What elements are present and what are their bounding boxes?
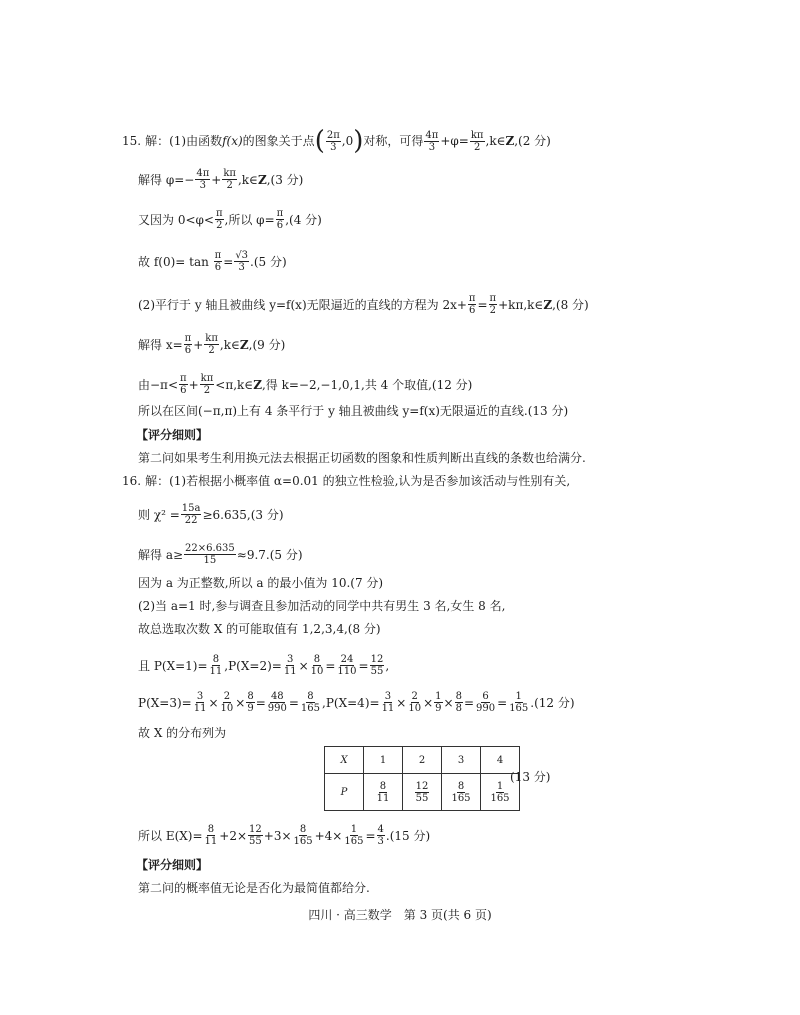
- q15-line-8: 所以在区间(−π,π)上有 4 条平行于 y 轴且被曲线 y=f(x)无限逼近的直线.(13 分): [138, 404, 569, 418]
- q15-rubric-text: 第二问如果考生利用换元法去根据正切函数的图象和性质判断出直线的条数也给满分.: [138, 451, 586, 465]
- q15-line-7: 由−π< π 6 + $\frac{k\pi}{2}$ <π,k∈ Z ,得 k=−2,−1,0,1,共 4 个取值,(12 分): [138, 373, 473, 396]
- table-cell: $\frac{8}{11}$: [364, 774, 403, 811]
- q16-line-1: 16. 解：(1)若根据小概率值 α=0.01 的独立性检验,认为是否参加该活动与性别有关,: [122, 474, 571, 488]
- q16-line-5: (2)当 a=1 时,参与调查且参加活动的同学中共有男生 3 名,女生 8 名,: [138, 599, 506, 613]
- table-cell: $\frac{1}{165}$: [481, 774, 520, 811]
- q15-line-1: 15. 解：(1)由函数 f(x) 的图象关于点 ( 2π 3 ,0 ) 对称，可得 4π 3 +φ= $\frac{k\pi}{2}$ ,k∈ Z ,(2 分): [122, 126, 551, 156]
- table-cell: $\frac{8}{165}$: [442, 774, 481, 811]
- q16-line-4: 因为 a 为正整数,所以 a 的最小值为 10.(7 分): [138, 576, 384, 590]
- table-row: [325, 774, 520, 811]
- table-score-note: (13 分): [510, 770, 551, 784]
- table-cell: 3: [442, 747, 481, 774]
- table-cell: X: [325, 747, 364, 774]
- page-footer: 四川 · 高三数学 第 3 页(共 6 页): [308, 908, 492, 922]
- q16-line-9: 故 X 的分布列为: [138, 726, 227, 740]
- q15-number: 15.: [122, 134, 142, 148]
- q15-line-2: 解得 φ=− $\frac{4\pi}{3}$ + $\frac{k\pi}{2}$ ,k∈ Z ,(3 分): [138, 168, 304, 191]
- table-cell: 2: [403, 747, 442, 774]
- q16-line-6: 故总选取次数 X 的可能取值有 1,2,3,4,(8 分): [138, 622, 381, 636]
- q15-line-5: (2)平行于 y 轴且被曲线 y=f(x)无限逼近的直线的方程为 2x+ $\frac{\pi}{6}$ = $\frac{\pi}{2}$ +kπ,k∈ Z ,(8 分): [138, 293, 589, 316]
- q15-line-4: 故 f(0)= tan $\frac{\pi}{6}$ = $\frac{√3}{3}$ .(5 分): [138, 250, 287, 273]
- q16-rubric-title: 【评分细则】: [136, 858, 209, 872]
- q16-line-10: 所以 E(X)= $\frac{8}{11}$ +2× $\frac{12}{55}$ +3× $\frac{8}{165}$ +4× $\frac{1}{165}$ = $\frac{4}{3}$ .(15 分): [138, 824, 431, 847]
- q16-rubric-text: 第二问的概率值无论是否化为最简值都给分.: [138, 881, 370, 895]
- q15-line-3: 又因为 0<φ< π 2 ,所以 φ= $\frac{\pi}{6}$ ,(4 分): [138, 208, 322, 231]
- table-cell: 1: [364, 747, 403, 774]
- q16-line-8: P(X=3)= $\frac{3}{11}$ × 2 10 × 8 9 = $\frac{48}{990}$ = $\frac{8}{165}$ ,P(X=4)= $\frac{3}{11}$ × 2 10 × 1 9 × 8 8 = 6 990 = 1 165 .(12 分): [138, 691, 575, 714]
- q16-line-2: 则 χ² = $\frac{15a}{22}$ ≥6.635,(3 分): [138, 503, 284, 526]
- table-cell: 4: [481, 747, 520, 774]
- q16-number: 16.: [122, 474, 142, 488]
- q16-line-7: 且 P(X=1)= $\frac{8}{11}$ ,P(X=2)= $\frac{3}{11}$ × 8 10 = 24 110 = 12 55 ,: [138, 654, 390, 677]
- q16-line-3: 解得 a≥ $\frac{22\times 6.635}{15}$ ≈9.7.(5 分): [138, 543, 303, 566]
- table-cell: P: [325, 774, 364, 811]
- table-row: [325, 747, 520, 774]
- q15-rubric-title: 【评分细则】: [136, 428, 209, 442]
- distribution-table: [324, 746, 520, 811]
- q15-line-6: 解得 x= $\frac{\pi}{6}$ + $\frac{k\pi}{2}$ ,k∈ Z ,(9 分): [138, 333, 286, 356]
- table-cell: $\frac{12}{55}$: [403, 774, 442, 811]
